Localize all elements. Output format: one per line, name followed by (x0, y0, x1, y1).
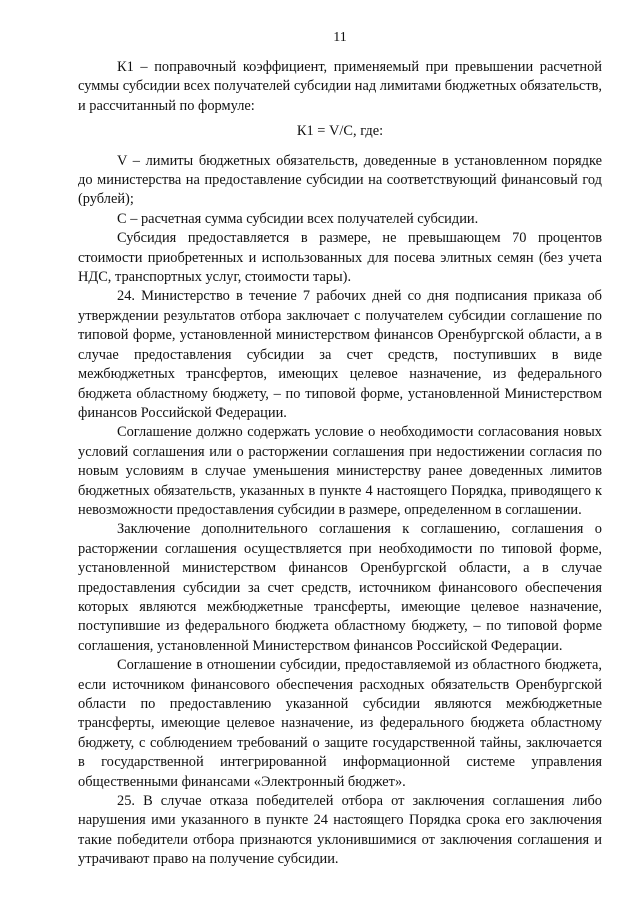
paragraph-k1-definition: К1 – поправочный коэффициент, применяемый при превышении расчетной суммы субсидии всех получателей субсидии над лимитами бюджетных обязательств, и рассчитанный по формуле: (78, 59, 602, 114)
paragraph-item-24: 24. Министерство в течение 7 рабочих дней со дня подписания приказа об утверждении результатов отбора заключает с получателем субсидии соглашение по типовой форме, установленной министерством финансов Оренбургской области, а в случае предоставления субсидии за счет средств, поступивших в виде межбюджетных трансфертов, имеющих целевое назначение, из федерального бюджета областному бюджету, – по типовой форме, установленной Министерством финансов Российской Федерации. (78, 288, 602, 421)
document-page (78, 30, 602, 870)
paragraph-subsidy-size: Субсидия предоставляется в размере, не превышающем 70 процентов стоимости приобретенных и использованных для посева элитных семян (без учета НДС, транспортных услуг, стоимости тары). (78, 230, 602, 286)
paragraph-v-definition: V – лимиты бюджетных обязательств, доведенные в установленном порядке до министерства на предоставление субсидии на соответствующий финансовый год (рублей); (78, 152, 602, 208)
paragraph-c-definition: С – расчетная сумма субсидии всех получателей субсидии. (117, 210, 479, 227)
paragraph-electronic-budget: Соглашение в отношении субсидии, предоставляемой из областного бюджета, если источником финансового обеспечения расходных обязательств Оренбургской области по предоставлению указанной субсидии являются межбюджетные трансферты, имеющие целевое назначение, из федерального бюджета областному бюджету, с соблюдением требований о защите государственной тайны, заключается в государственной интегрированной информационной системе управления общественными финансами «Электронный бюджет». (78, 657, 602, 790)
paragraph-agreement-conditions: Соглашение должно содержать условие о необходимости согласования новых условий соглашения или о расторжении соглашения при недостижении согласия по новым условиям в случае уменьшения министерству ранее доведенных лимитов бюджетных обязательств, указанных в пункте 4 настоящего Порядка, приводящего к невозможности предоставления субсидии в размере, определенном в соглашении. (78, 424, 602, 518)
page-number: 11 (333, 30, 347, 45)
formula-k1: К1 = V/С, где: (296, 123, 384, 140)
paragraph-additional-agreement: Заключение дополнительного соглашения к соглашению, соглашения о расторжении соглашения осуществляется при необходимости по типовой форме, установленной министерством финансов Оренбургской области, а в случае предоставления субсидии за счет средств, источником финансового обеспечения которых являются межбюджетные трансферты, имеющие целевое назначение, поступившие из федерального бюджета областному бюджету, – по типовой форме соглашения, установленной Министерством финансов Российской Федерации. (78, 521, 602, 654)
paragraph-item-25: 25. В случае отказа победителей отбора от заключения соглашения либо нарушения ими указанного в пункте 24 настоящего Порядка срока его заключения такие победители отбора признаются уклонившимися от заключения соглашения и утрачивают право на получение субсидии. (78, 793, 602, 868)
